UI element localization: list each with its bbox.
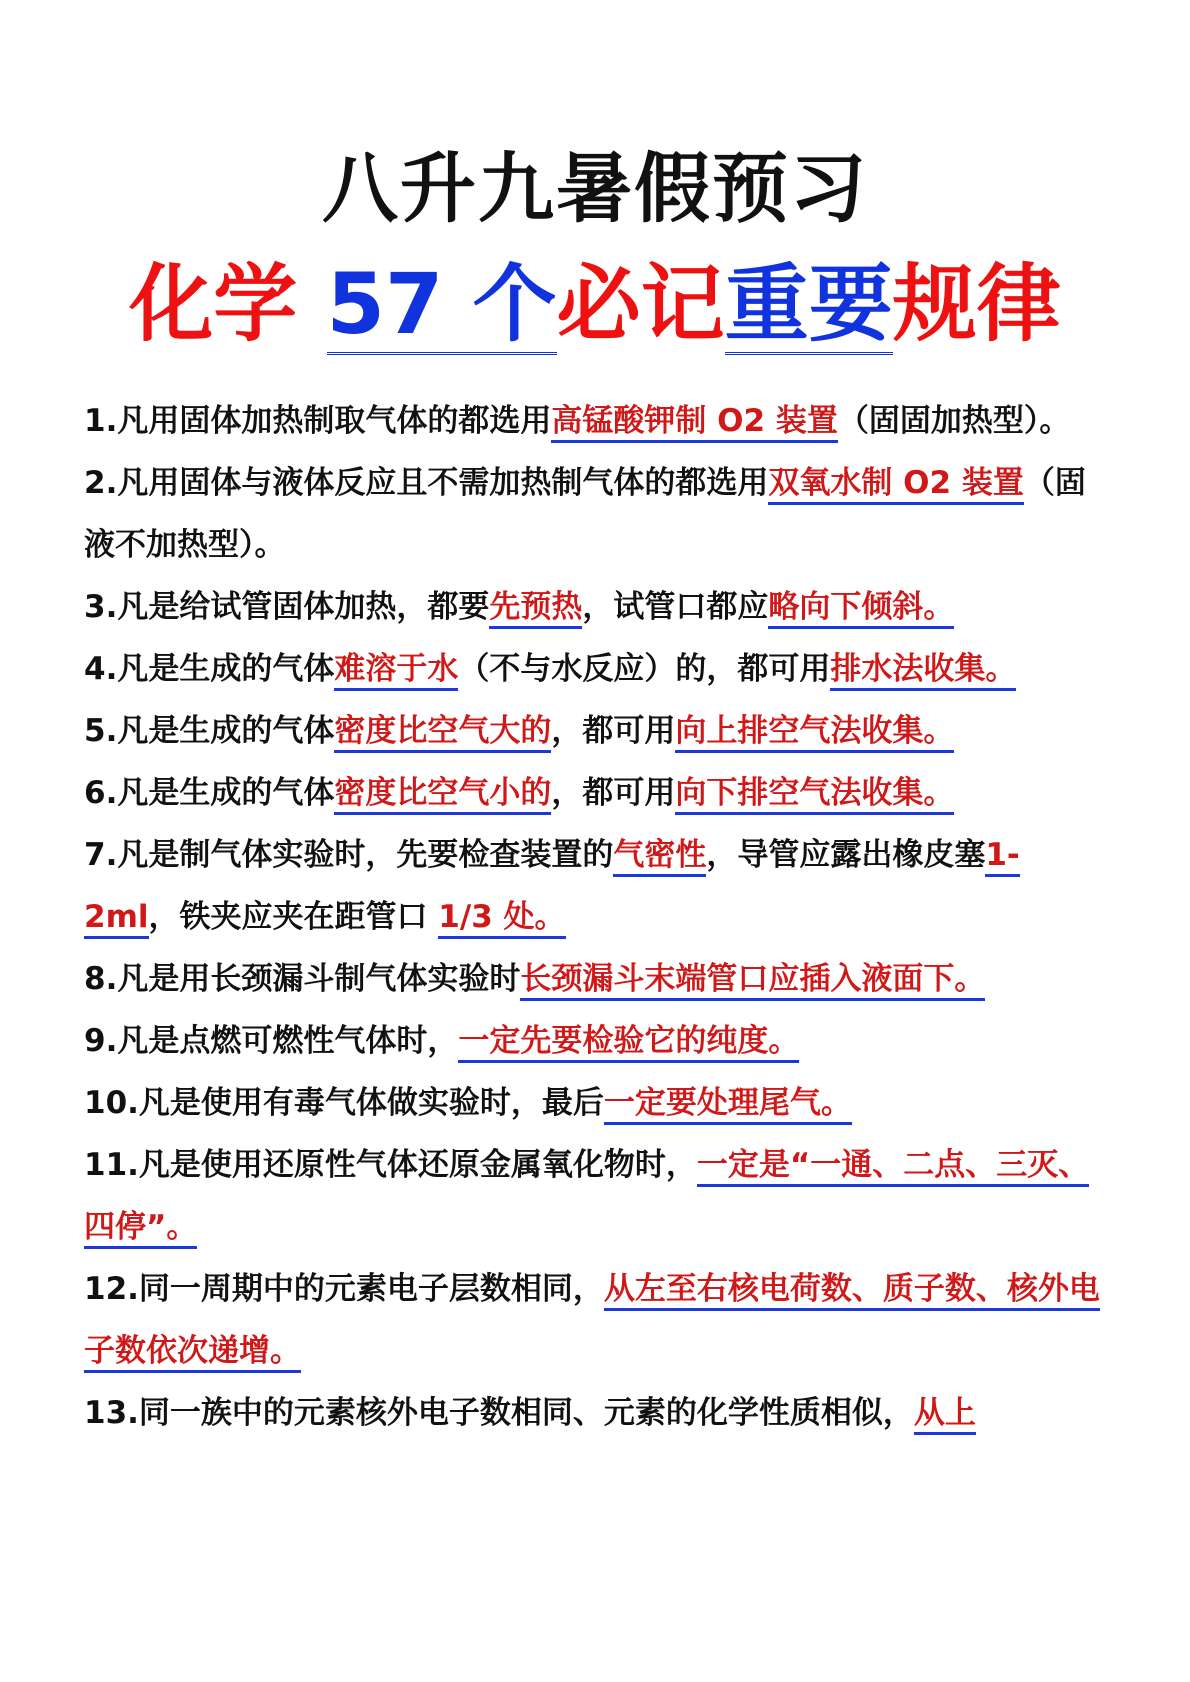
rule-text: （固固加热型）。 — [837, 403, 1071, 439]
rule-item — [84, 1010, 1114, 1072]
page-title: 八升九暑假预习 — [322, 144, 868, 233]
rule-highlight: 难溶于水 — [334, 651, 458, 691]
subtitle-count: 57 个 — [326, 255, 557, 353]
rule-text: 7.凡是制气体实验时，先要检查装置的 — [84, 837, 614, 873]
rule-highlight: 1/3 处。 — [438, 899, 565, 939]
rule-text: 10.凡是使用有毒气体做实验时，最后 — [84, 1085, 604, 1121]
rule-item — [84, 948, 1114, 1010]
rule-text: ，导管应露出橡皮塞 — [706, 837, 986, 873]
rule-highlight: 一定是“一通、二点、三灭、四停”。 — [84, 1147, 1089, 1249]
rule-highlight: 长颈漏斗末端管口应插入液面下。 — [520, 961, 985, 1001]
rule-highlight: 向上排空气法收集。 — [675, 713, 954, 753]
page-subtitle — [0, 255, 1190, 355]
rule-text: 6.凡是生成的气体 — [84, 775, 335, 811]
rule-item — [84, 390, 1114, 452]
rule-text: ，都可用 — [551, 713, 676, 749]
rule-highlight: 先预热 — [489, 589, 582, 629]
rule-item — [84, 824, 1114, 948]
rule-text: 11.凡是使用还原性气体还原金属氧化物时， — [84, 1147, 697, 1183]
rule-item — [84, 762, 1114, 824]
subtitle-chemistry: 化学 — [129, 255, 327, 353]
rule-highlight: 气密性 — [613, 837, 706, 877]
subtitle-rules: 规律 — [892, 255, 1061, 353]
rule-item — [84, 1072, 1114, 1134]
rule-text: 13.同一族中的元素核外电子数相同、元素的化学性质相似， — [84, 1395, 914, 1431]
rule-text: （固液不加热型）。 — [84, 465, 1086, 563]
rule-text: ，试管口都应 — [582, 589, 769, 625]
rule-item — [84, 1134, 1114, 1258]
rule-item — [84, 576, 1114, 638]
rule-text: 2.凡用固体与液体反应且不需加热制气体的都选用 — [84, 465, 769, 501]
rule-highlight: 密度比空气小的 — [334, 775, 551, 815]
subtitle-must-remember: 必记 — [556, 255, 725, 353]
rule-highlight: 一定先要检验它的纯度。 — [458, 1023, 799, 1063]
rule-highlight: 排水法收集。 — [830, 651, 1016, 691]
rule-item — [84, 1258, 1114, 1382]
rule-text: 9.凡是点燃可燃性气体时， — [84, 1023, 459, 1059]
rule-highlight: 向下排空气法收集。 — [675, 775, 954, 815]
subtitle-important: 重要 — [724, 255, 893, 353]
rule-text: ，铁夹应夹在距管口 — [148, 899, 439, 935]
rule-highlight: 密度比空气大的 — [334, 713, 551, 753]
rule-text: 3.凡是给试管固体加热，都要 — [84, 589, 490, 625]
rules-list — [84, 390, 1114, 1444]
rule-highlight: 高锰酸钾制 O2 装置 — [551, 403, 838, 443]
rule-highlight: 双氧水制 O2 装置 — [768, 465, 1024, 505]
rule-item — [84, 452, 1114, 576]
rule-text: 5.凡是生成的气体 — [84, 713, 335, 749]
rule-highlight: 从上 — [914, 1395, 976, 1435]
rule-text: 8.凡是用长颈漏斗制气体实验时 — [84, 961, 521, 997]
rule-text: ，都可用 — [551, 775, 676, 811]
rule-highlight: 一定要处理尾气。 — [604, 1085, 852, 1125]
rule-text: 1.凡用固体加热制取气体的都选用 — [84, 403, 552, 439]
rule-highlight: 从左至右核电荷数、质子数、核外电子数依次递增。 — [84, 1271, 1100, 1373]
rule-highlight: 1-2ml — [84, 837, 1020, 939]
rule-item — [84, 638, 1114, 700]
rule-item — [84, 700, 1114, 762]
rule-text: （不与水反应）的，都可用 — [458, 651, 831, 687]
rule-text: 4.凡是生成的气体 — [84, 651, 335, 687]
rule-text: 12.同一周期中的元素电子层数相同， — [84, 1271, 604, 1307]
rule-item — [84, 1382, 1114, 1444]
rule-highlight: 略向下倾斜。 — [768, 589, 954, 629]
